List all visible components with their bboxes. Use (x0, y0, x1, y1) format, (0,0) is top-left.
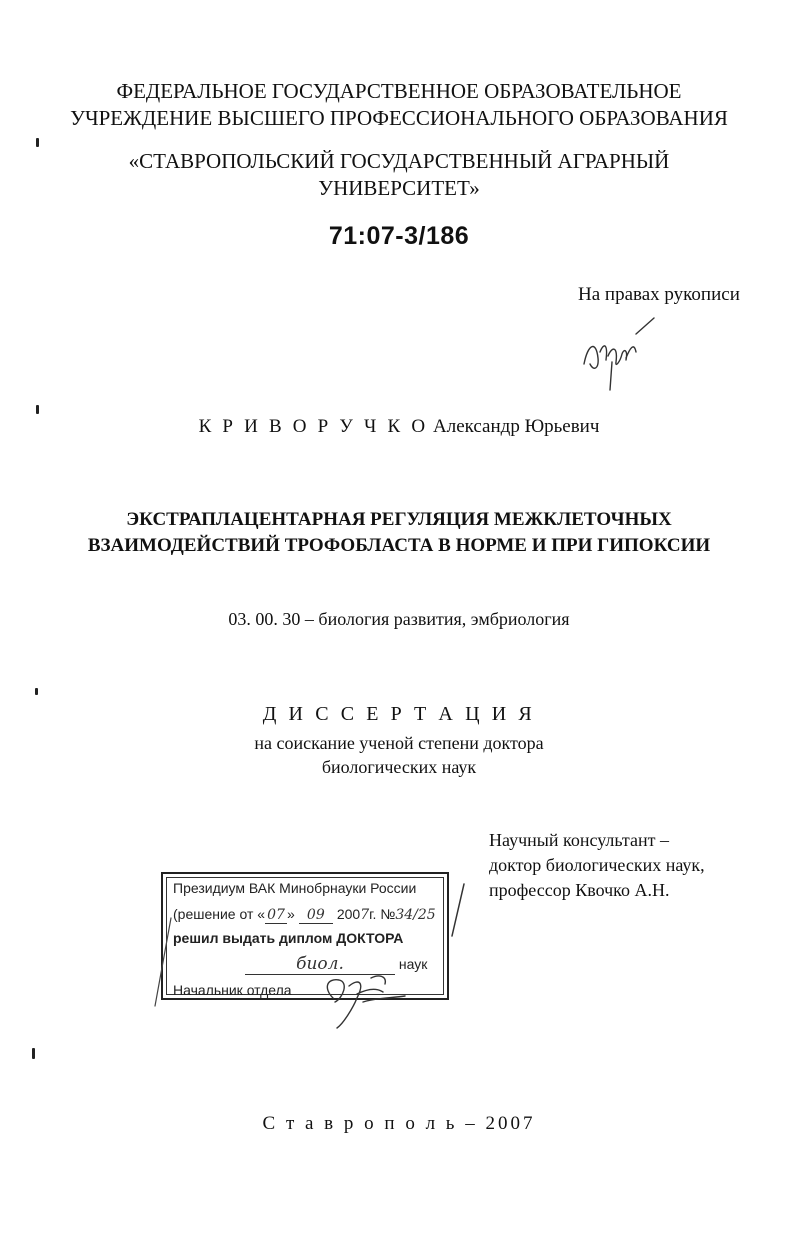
city-year: С т а в р о п о л ь – 2007 (262, 1113, 536, 1134)
head-signature (313, 958, 413, 1030)
stamp-head: Начальник отдела (173, 982, 292, 998)
stamp-decision (173, 906, 436, 924)
catalog-code: 71:07-3/186 (328, 222, 470, 250)
university-name (0, 148, 798, 202)
decision-prefix: (решение от « (173, 906, 266, 922)
stamp-pen-strokes (149, 914, 179, 1010)
decision-mid: » (287, 906, 295, 922)
decision-year-prefix: 200 (336, 906, 361, 922)
decision-year-suffix: г. № (369, 906, 396, 922)
institution-name (0, 78, 798, 132)
decision-day: 07 (265, 907, 287, 924)
institution-line: УЧРЕЖДЕНИЕ ВЫСШЕГО ПРОФЕССИОНАЛЬНОГО ОБРАЗОВАНИЯ (70, 106, 728, 130)
specialty-code: 03. 00. 30 – биология развития, эмбриология (228, 609, 570, 629)
document-type: Д И С С Е Р Т А Ц И Я (262, 703, 536, 725)
university-line: УНИВЕРСИТЕТ» (318, 176, 480, 200)
field-suffix: наук (398, 956, 428, 972)
scan-mark (35, 688, 38, 695)
decision-number: 34/25 (395, 907, 436, 923)
stamp-award-line: решил выдать диплом ДОКТОРА (173, 930, 404, 946)
field-handwritten: биол. (245, 954, 395, 975)
degree-description (0, 731, 798, 779)
author-name (0, 416, 798, 438)
degree-line: биологических наук (321, 757, 477, 777)
dissertation-title (0, 507, 798, 559)
consultant-line: профессор Квочко А.Н. (489, 880, 670, 900)
scan-mark (32, 1048, 35, 1059)
rights-note: На правах рукописи (578, 284, 740, 305)
scientific-consultant (489, 828, 705, 903)
institution-line: ФЕДЕРАЛЬНОЕ ГОСУДАРСТВЕННОЕ ОБРАЗОВАТЕЛЬНОЕ (116, 79, 682, 103)
decision-year-digit: 7 (360, 907, 370, 923)
stamp-slash-mark (446, 880, 468, 940)
scan-mark (36, 405, 39, 414)
title-line: ВЗАИМОДЕЙСТВИЙ ТРОФОБЛАСТА В НОРМЕ И ПРИ ГИПОКСИИ (87, 535, 711, 556)
author-surname: К Р И В О Р У Ч К О (198, 416, 429, 437)
author-given-names: Александр Юрьевич (433, 416, 600, 437)
consultant-line: Научный консультант – (489, 830, 669, 850)
consultant-line: доктор биологических наук, (489, 855, 705, 875)
decision-month: 09 (299, 907, 333, 924)
scan-mark (36, 138, 39, 147)
stamp-authority: Президиум ВАК Минобрнауки России (173, 880, 417, 896)
vak-stamp (161, 872, 449, 1000)
title-line: ЭКСТРАПЛАЦЕНТАРНАЯ РЕГУЛЯЦИЯ МЕЖКЛЕТОЧНЫХ (126, 509, 672, 530)
author-signature (574, 312, 664, 394)
university-line: «СТАВРОПОЛЬСКИЙ ГОСУДАРСТВЕННЫЙ АГРАРНЫЙ (128, 149, 670, 173)
degree-line: на соискание ученой степени доктора (254, 733, 544, 753)
